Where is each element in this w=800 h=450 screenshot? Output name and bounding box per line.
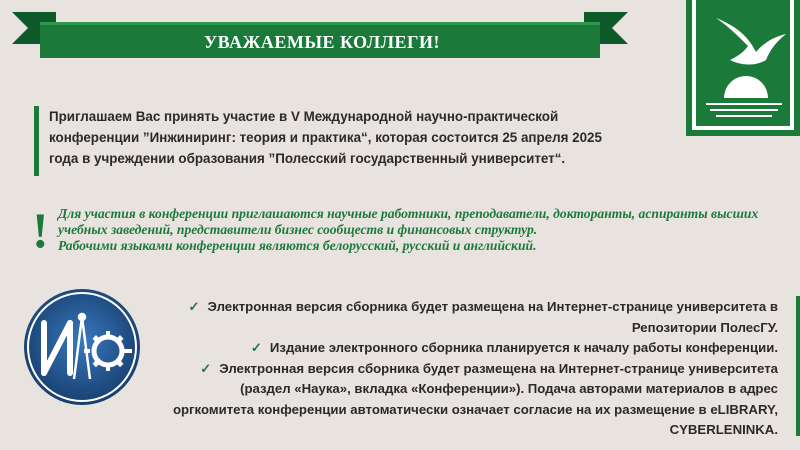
participants-text: Для участия в конференции приглашаются научные работники, преподаватели, докторанты, аспиранты высших учебных заведений, представители бизнес сообществ и финансовых структур. — [58, 206, 759, 237]
list-item: ✓ Электронная версия сборника будет размещена на Интернет-странице университета в Репозитории ПолесГУ. — [188, 299, 778, 335]
faculty-emblem — [22, 287, 142, 407]
exclamation-icon: ! — [32, 202, 49, 258]
check-icon: ✓ — [188, 299, 200, 314]
publication-list — [158, 297, 778, 441]
invitation-text: Приглашаем Вас принять участие в V Международной научно-практической конференции ”Инжиниринг: теория и практика“, которая состоится 25 апреля 2025 года в учреждении образования ”Полесский государственный университет“. — [49, 109, 602, 166]
languages-text: Рабочими языками конференции являются белорусский, русский и английский. — [58, 238, 537, 253]
list-item: ✓ Издание электронного сборника планируется к началу работы конференции. — [250, 340, 778, 355]
check-icon: ✓ — [200, 360, 212, 376]
banner-title: УВАЖАЕМЫЕ КОЛЛЕГИ! — [203, 31, 441, 52]
participants-block — [58, 206, 778, 254]
university-logo — [686, 0, 800, 136]
list-item: ✓ Электронная версия сборника будет размещена на Интернет-странице университета (раздел «Наука», вкладка «Конференции»). Подача авторами материалов в адрес оргкомитета конференции автоматически означает согласие на их размещение в eLIBRARY, CYBERLENINKA. — [172, 360, 778, 437]
invitation-block — [34, 106, 634, 176]
check-icon: ✓ — [250, 340, 262, 355]
accent-stripe — [796, 296, 800, 436]
